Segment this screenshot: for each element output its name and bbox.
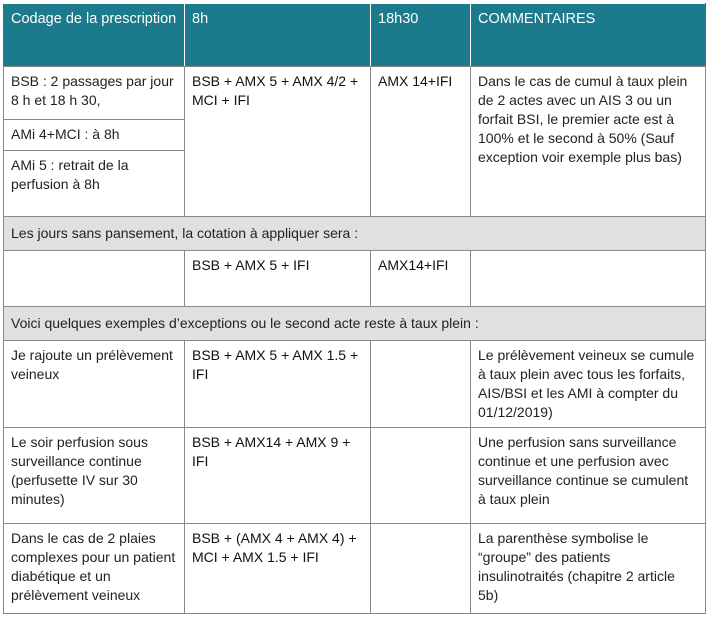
empty-cell <box>371 428 471 524</box>
example-code: Je rajoute un prélèvement veineux <box>4 341 185 428</box>
comment-cell: Dans le cas de cumul à taux plein de 2 actes avec un AIS 3 ou un forfait BSI, le premier acte est à 100% et le second à 50% (Sauf exception voir exemple plus bas) <box>471 67 706 217</box>
table-row <box>4 251 706 307</box>
prescription-line: BSB : 2 passages par jour 8 h et 18 h 30, <box>4 67 184 120</box>
prescription-coding-table <box>3 3 706 614</box>
coding-8h: BSB + (AMX 4 + AMX 4) + MCI + AMX 1.5 + IFI <box>185 524 371 614</box>
section-title-exceptions: Voici quelques exemples d’exceptions ou le second acte reste à taux plein : <box>4 307 706 341</box>
coding-8h: BSB + AMX 5 + AMX 4/2 + MCI + IFI <box>185 67 371 217</box>
header-8h: 8h <box>185 4 371 67</box>
coding-8h: BSB + AMX 5 + AMX 1.5 + IFI <box>185 341 371 428</box>
section-row <box>4 307 706 341</box>
comment-cell: Une perfusion sans surveillance continue et une perfusion avec surveillance continue se cumulent à taux plein <box>471 428 706 524</box>
header-row <box>4 4 706 67</box>
header-18h30: 18h30 <box>371 4 471 67</box>
section-row <box>4 217 706 251</box>
table-row <box>4 428 706 524</box>
prescription-line: AMi 5 : retrait de la perfusion à 8h <box>11 157 129 192</box>
comment-cell: La parenthèse symbolise le “groupe” des patients insulinotraités (chapitre 2 article 5b) <box>471 524 706 614</box>
table-row <box>4 341 706 428</box>
prescription-line: AMi 4+MCI : à 8h <box>4 120 184 151</box>
empty-cell <box>371 524 471 614</box>
table-row <box>4 524 706 614</box>
coding-18h30: AMX 14+IFI <box>371 67 471 217</box>
coding-8h: BSB + AMX14 + AMX 9 + IFI <box>185 428 371 524</box>
empty-cell <box>471 251 706 307</box>
header-prescription-coding: Codage de la prescription <box>4 4 185 67</box>
example-code: Dans le cas de 2 plaies complexes pour un patient diabétique et un prélèvement veineux <box>4 524 185 614</box>
example-code: Le soir perfusion sous surveillance continue (perfusette IV sur 30 minutes) <box>4 428 185 524</box>
table-row <box>4 67 706 217</box>
coding-18h30: AMX14+IFI <box>371 251 471 307</box>
empty-cell <box>371 341 471 428</box>
header-comments: COMMENTAIRES <box>471 4 706 67</box>
empty-cell <box>4 251 185 307</box>
section-title-no-dressing: Les jours sans pansement, la cotation à appliquer sera : <box>4 217 706 251</box>
coding-8h: BSB + AMX 5 + IFI <box>185 251 371 307</box>
prescription-codes-cell <box>4 67 185 217</box>
comment-cell: Le prélèvement veineux se cumule à taux plein avec tous les forfaits, AIS/BSI et les AMI à compter du 01/12/2019) <box>471 341 706 428</box>
